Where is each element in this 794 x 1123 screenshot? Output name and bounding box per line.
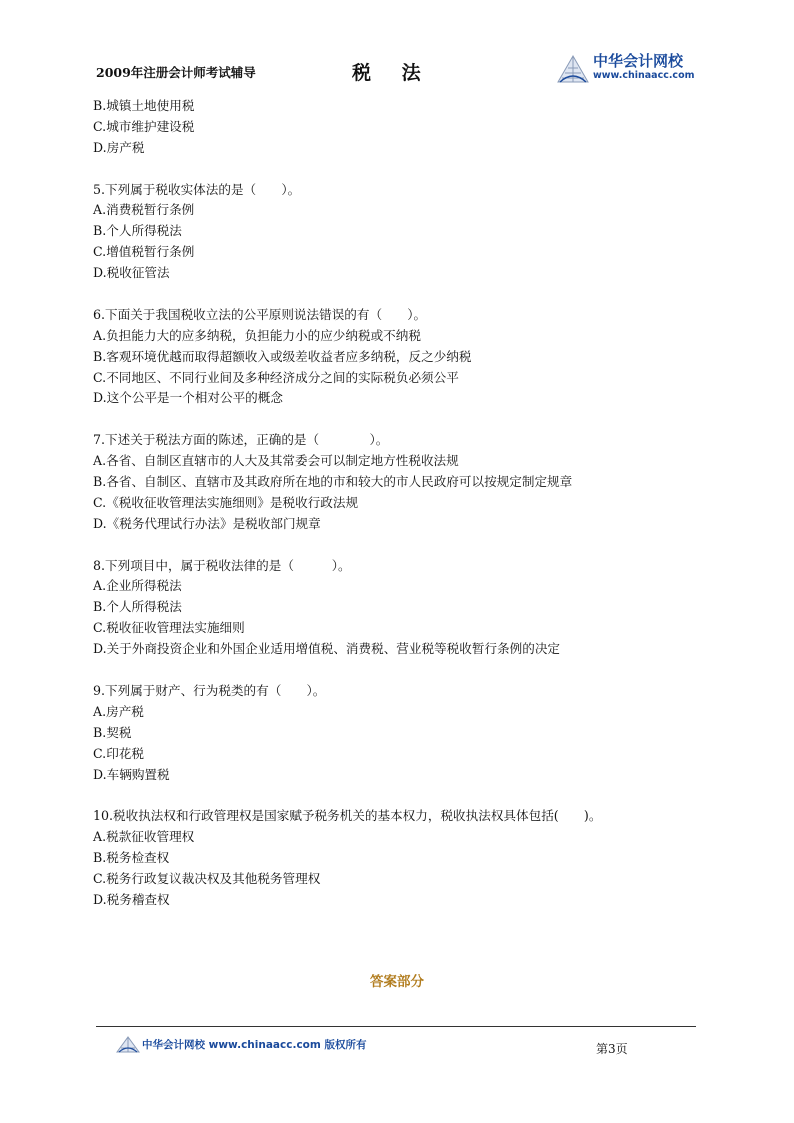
answer-option: D.税收征管法 <box>93 265 170 281</box>
answer-option: D.税务稽查权 <box>93 891 170 907</box>
answer-option: A.企业所得税法 <box>93 578 182 594</box>
question-content <box>93 96 713 911</box>
answer-option: B.客观环境优越而取得超额收入或级差收益者应多纳税，反之少纳税 <box>93 348 472 364</box>
answer-option: D.关于外商投资企业和外国企业适用增值税、消费税、营业税等税收暂行条例的决定 <box>93 641 561 657</box>
answer-option: C.《税收征收管理法实施细则》是税收行政法规 <box>93 494 359 510</box>
block-spacer <box>93 660 713 681</box>
answer-option: B.各省、自制区、直辖市及其政府所在地的市和较大的市人民政府可以按规定制定规章 <box>93 474 573 490</box>
block-spacer <box>93 284 713 305</box>
answer-option: D.车辆购置税 <box>93 766 170 782</box>
footer-copyright: 中华会计网校 www.chinaacc.com 版权所有 <box>142 1039 367 1051</box>
exam-guide-title: 2009年注册会计师考试辅导 <box>96 65 256 80</box>
answer-option: B.税务检查权 <box>93 850 170 866</box>
question-stem: 10.税收执法权和行政管理权是国家赋予税务机关的基本权力，税收执法权具体包括( )。 <box>93 808 602 824</box>
answer-option: C.印花税 <box>93 745 144 761</box>
answer-option: C.增值税暂行条例 <box>93 244 195 260</box>
answer-section-heading: 答案部分 <box>370 974 424 990</box>
question-stem: 9.下列属于财产、行为税类的有（ ）。 <box>93 682 326 698</box>
subject-title: 税 法 <box>352 62 433 84</box>
page-number: 第3页 <box>596 1042 628 1056</box>
block-spacer <box>93 785 713 806</box>
block-spacer <box>93 535 713 556</box>
logo-icon <box>556 52 590 84</box>
answer-option: C.税务行政复议裁决权及其他税务管理权 <box>93 870 321 886</box>
answer-option: D.这个公平是一个相对公平的概念 <box>93 390 283 406</box>
answer-option: B.契税 <box>93 724 132 740</box>
answer-option: A.各省、自制区直辖市的人大及其常委会可以制定地方性税收法规 <box>93 453 459 469</box>
logo-url[interactable]: www.chinaacc.com <box>593 70 695 81</box>
answer-option: D.《税务代理试行办法》是税收部门规章 <box>93 515 321 531</box>
logo-name: 中华会计网校 <box>593 52 684 70</box>
answer-option: B.城镇土地使用税 <box>93 98 195 113</box>
question-stem: 8.下列项目中，属于税收法律的是（ ）。 <box>93 557 351 573</box>
answer-option: D.房产税 <box>93 139 145 155</box>
answer-option: A.负担能力大的应多纳税，负担能力小的应少纳税或不纳税 <box>93 327 421 343</box>
question-stem: 6.下面关于我国税收立法的公平原则说法错误的有（ ）。 <box>93 306 427 322</box>
answer-option: C.税收征收管理法实施细则 <box>93 620 245 636</box>
footer-divider <box>96 1026 696 1027</box>
answer-option: C.城市维护建设税 <box>93 118 195 134</box>
answer-option: A.消费税暂行条例 <box>93 202 195 218</box>
answer-option: B.个人所得税法 <box>93 599 182 615</box>
answer-option: B.个人所得税法 <box>93 223 182 239</box>
question-stem: 5.下列属于税收实体法的是（ ）。 <box>93 181 301 197</box>
site-logo[interactable] <box>556 50 706 88</box>
block-spacer <box>93 409 713 430</box>
footer-logo-icon <box>116 1035 140 1053</box>
block-spacer <box>93 159 713 180</box>
answer-option: C.不同地区、不同行业间及多种经济成分之间的实际税负必须公平 <box>93 369 459 385</box>
answer-option: A.房产税 <box>93 703 144 719</box>
question-stem: 7.下述关于税法方面的陈述，正确的是（ ）。 <box>93 432 389 448</box>
answer-option: A.税款征收管理权 <box>93 829 195 845</box>
